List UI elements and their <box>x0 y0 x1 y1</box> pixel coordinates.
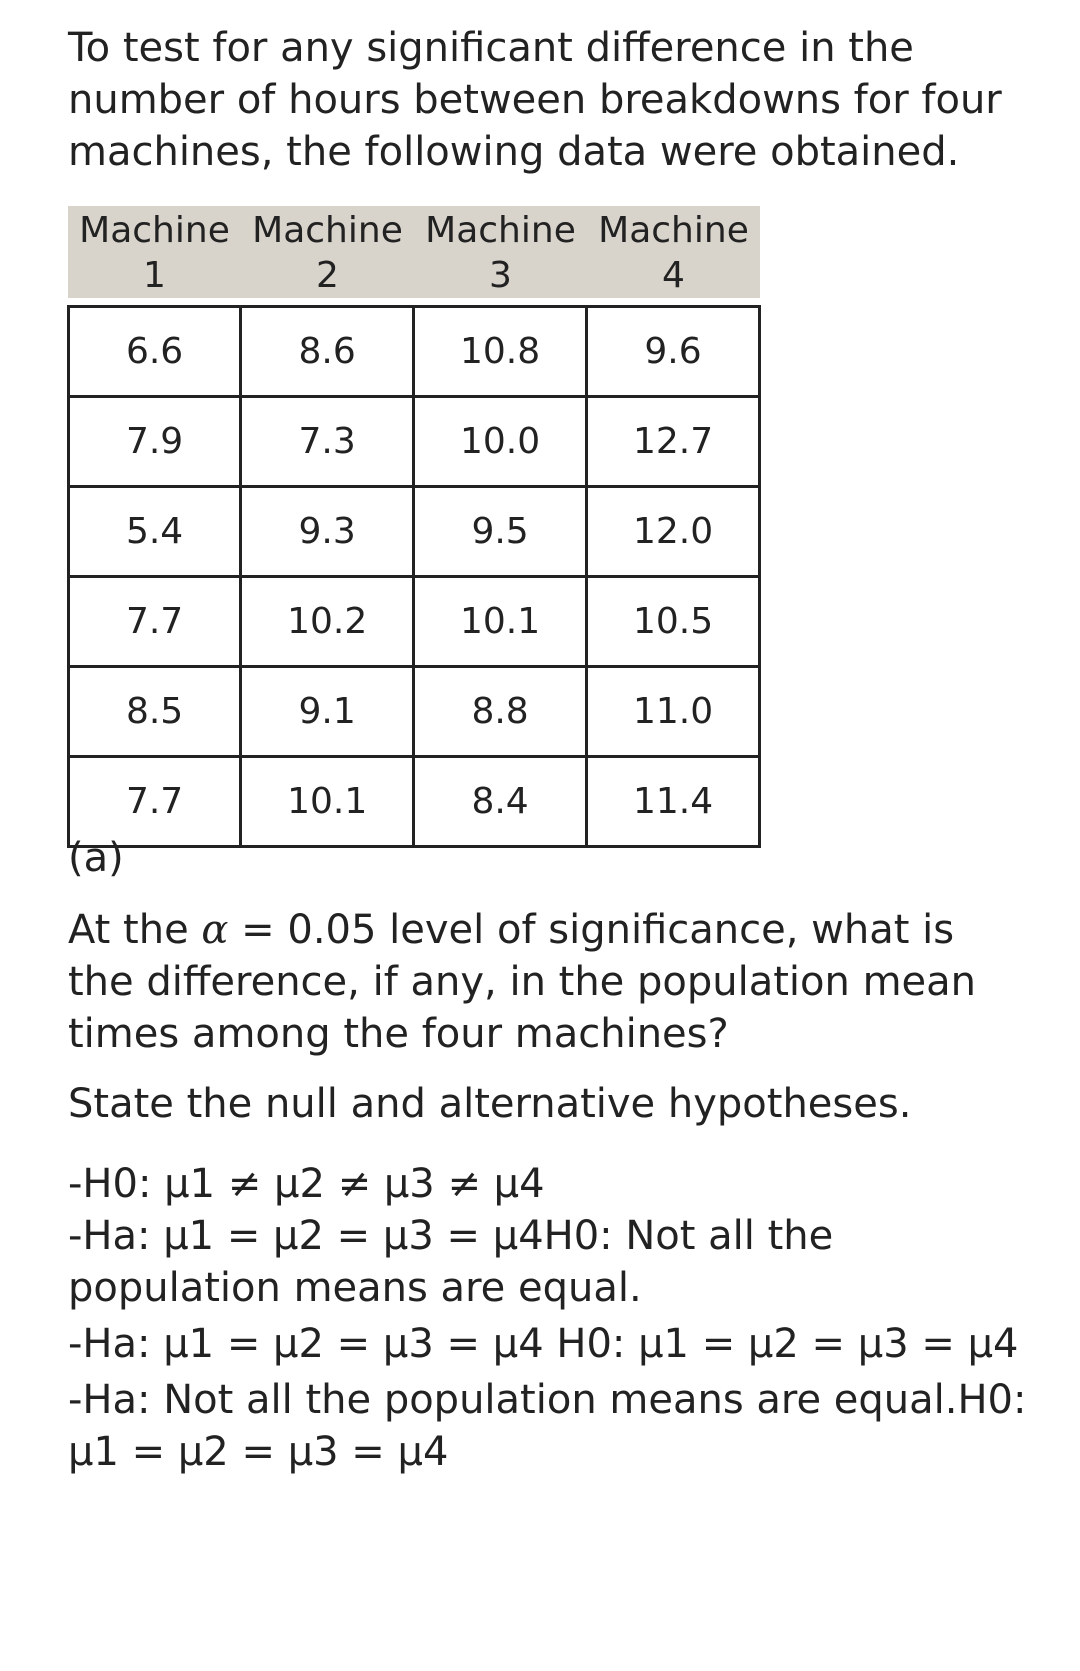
table-cell: 8.4 <box>414 757 587 847</box>
table-cell: 8.5 <box>69 667 241 757</box>
header-number: 3 <box>489 255 512 296</box>
table-header <box>68 206 760 298</box>
option-1[interactable]: -H0: μ1 ≠ μ2 ≠ μ3 ≠ μ4 <box>68 1161 545 1207</box>
table-cell: 7.7 <box>69 577 241 667</box>
header-machine-4 <box>587 206 760 298</box>
header-machine-3 <box>414 206 587 298</box>
part-a-label: (a) <box>68 835 124 881</box>
option-4[interactable]: -Ha: Not all the population means are equal.H0: μ1 = μ2 = μ3 = μ4 <box>68 1377 1027 1475</box>
table-cell: 9.3 <box>241 487 414 577</box>
table-cell: 12.0 <box>587 487 760 577</box>
table-cell: 10.0 <box>414 397 587 487</box>
table-row <box>69 307 760 397</box>
header-machine-1 <box>68 206 241 298</box>
header-number: 1 <box>143 255 166 296</box>
header-number: 4 <box>662 255 685 296</box>
table-cell: 8.8 <box>414 667 587 757</box>
table-cell: 10.1 <box>414 577 587 667</box>
table-cell: 10.5 <box>587 577 760 667</box>
table-row <box>69 397 760 487</box>
option-3[interactable]: -Ha: μ1 = μ2 = μ3 = μ4 H0: μ1 = μ2 = μ3 = μ4 <box>68 1321 1019 1367</box>
table-cell: 9.6 <box>587 307 760 397</box>
table-cell: 7.3 <box>241 397 414 487</box>
option-2[interactable]: -Ha: μ1 = μ2 = μ3 = μ4H0: Not all the population means are equal. <box>68 1213 834 1311</box>
table-cell: 9.1 <box>241 667 414 757</box>
header-word: Machine <box>79 210 230 251</box>
hypothesis-options <box>68 1158 1028 1478</box>
table-body <box>67 305 761 848</box>
table-cell: 10.1 <box>241 757 414 847</box>
table-cell: 12.7 <box>587 397 760 487</box>
table-cell: 7.9 <box>69 397 241 487</box>
table-cell: 11.0 <box>587 667 760 757</box>
problem-intro: To test for any significant difference in the number of hours between breakdowns for four machines, the following data were obtained. <box>68 25 1002 175</box>
table-row <box>69 577 760 667</box>
alpha-symbol: α <box>201 907 229 953</box>
header-word: Machine <box>598 210 749 251</box>
table-cell: 9.5 <box>414 487 587 577</box>
table-cell: 5.4 <box>69 487 241 577</box>
data-table <box>68 206 760 848</box>
table-cell: 10.2 <box>241 577 414 667</box>
table-cell: 11.4 <box>587 757 760 847</box>
table-cell: 7.7 <box>69 757 241 847</box>
question-pre: At the <box>68 907 202 953</box>
header-machine-2 <box>241 206 414 298</box>
header-number: 2 <box>316 255 339 296</box>
table-cell: 10.8 <box>414 307 587 397</box>
header-word: Machine <box>252 210 403 251</box>
question-post: = 0.05 level of significance, what is the difference, if any, in the population mean times among the four machines? <box>68 907 977 1057</box>
table-cell: 6.6 <box>69 307 241 397</box>
instruction: State the null and alternative hypotheses. <box>68 1081 912 1127</box>
table-row <box>69 487 760 577</box>
part-a-question <box>68 904 1028 1060</box>
table-row <box>69 667 760 757</box>
table-cell: 8.6 <box>241 307 414 397</box>
header-word: Machine <box>425 210 576 251</box>
